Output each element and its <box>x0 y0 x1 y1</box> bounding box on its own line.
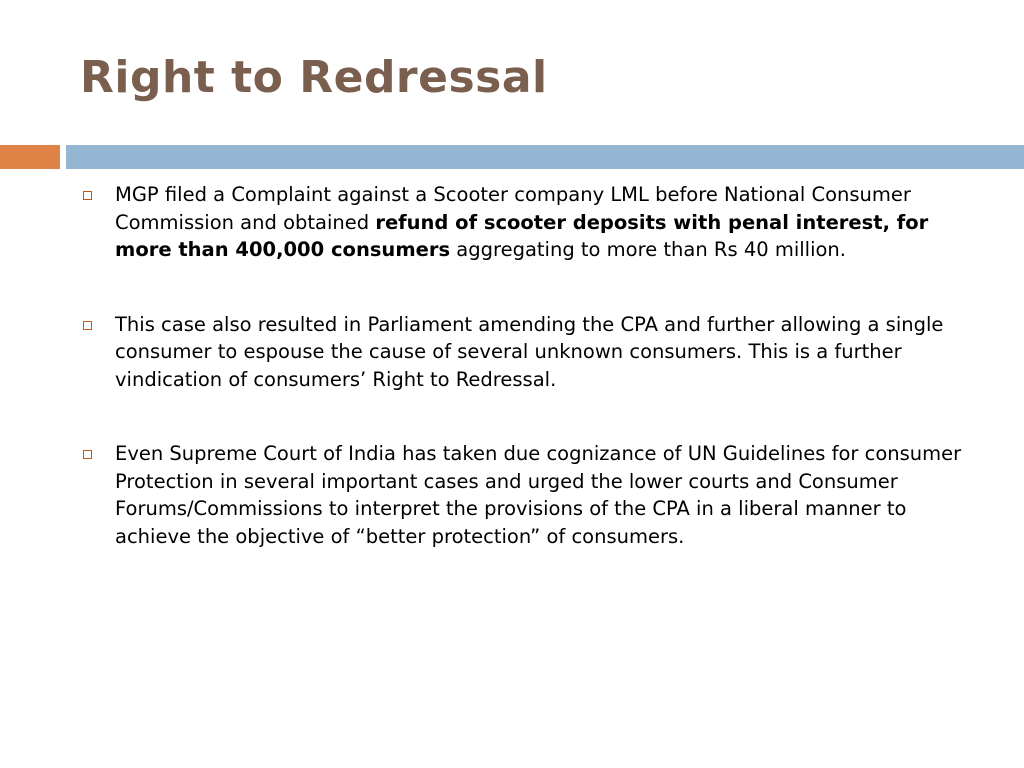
square-bullet-icon <box>83 191 92 200</box>
bullet-text-bold: refund of scooter deposits with penal interest, for more than 400,000 consumers <box>115 210 929 261</box>
bullet-text-plain: MGP filed a Complaint against a Scooter company LML before National Consumer Commission and obtained <box>115 183 911 234</box>
bullet-text-plain: aggregating to more than Rs 40 million. <box>450 238 846 261</box>
title-rule-accent-right <box>66 145 1024 169</box>
bullet-text: This case also resulted in Parliament amending the CPA and further allowing a single consumer to espouse the cause of several unknown consumers. This is a further vindication of consumers’ Right to Redressal. <box>115 312 944 391</box>
bullet-item <box>80 440 980 550</box>
bullet-item <box>80 181 980 264</box>
bullet-list <box>80 181 980 597</box>
bullet-text: Even Supreme Court of India has taken due cognizance of UN Guidelines for consumer Protection in several important cases and urged the lower courts and Consumer Forums/Commissions to interpret the provisions of the CPA in a liberal manner to achieve the objective of “better protection” of consumers. <box>115 442 962 548</box>
title-rule-accent-left <box>0 145 60 169</box>
square-bullet-icon <box>83 321 92 330</box>
square-bullet-icon <box>83 450 92 459</box>
bullet-item <box>80 311 980 394</box>
slide-title: Right to Redressal <box>80 52 548 103</box>
